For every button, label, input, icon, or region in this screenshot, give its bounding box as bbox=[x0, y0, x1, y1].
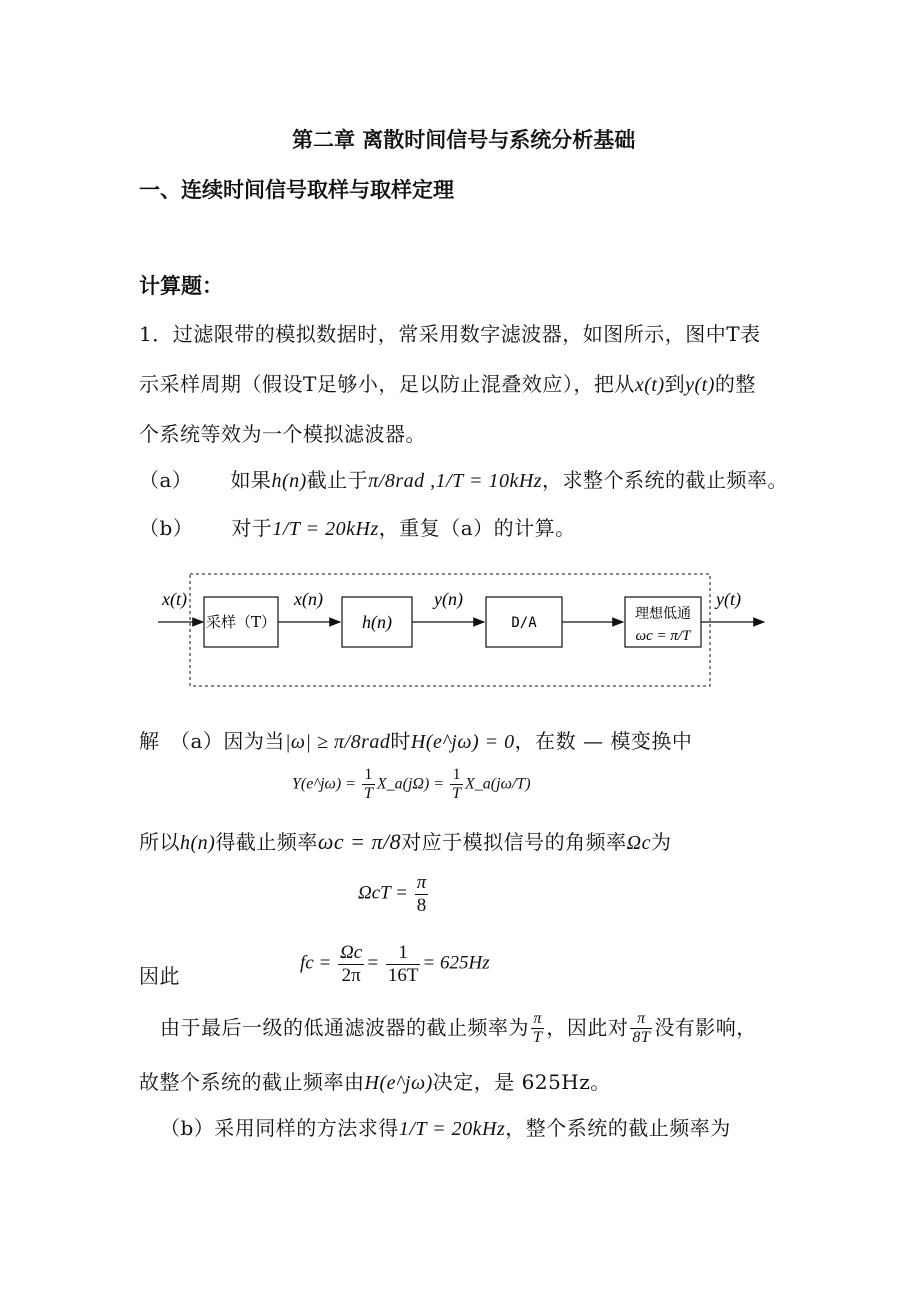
block-diagram bbox=[150, 568, 780, 692]
section-title: 一、连续时间信号取样与取样定理 bbox=[139, 177, 454, 202]
paragraph-1: 由于最后一级的低通滤波器的截止频率为 $\frac{\pi}{T}$ ，因此对 $\frac{\pi}{8T}$ 没有影响， bbox=[160, 1010, 757, 1047]
signal-yn: y(n) bbox=[434, 589, 463, 609]
lowpass-cutoff: ωc = π/T bbox=[635, 628, 691, 644]
lowpass-label: 理想低通 bbox=[635, 606, 691, 622]
paragraph-3: （b）采用同样的方法求得1/T = 20kHz，整个系统的截止频率为 bbox=[160, 1116, 731, 1140]
chapter-title: 第二章 离散时间信号与系统分析基础 bbox=[292, 127, 636, 152]
therefore-label: 因此 bbox=[139, 964, 180, 988]
problem-line-2: 示采样周期（假设T足够小，足以防止混叠效应），把从x(t)到y(t)的整 bbox=[139, 372, 756, 396]
signal-xn: x(n) bbox=[294, 589, 323, 609]
problem-line-1: 1．过滤限带的模拟数据时，常采用数字滤波器，如图所示，图中T表 bbox=[139, 322, 761, 346]
equation-1: Y(e^jω) = $\frac{1}{T}$ X_a(jΩ) = $\frac{1}{T}$ X_a(jω/T) bbox=[292, 766, 531, 803]
paragraph-2: 故整个系统的截止频率由H(e^jω)决定，是 625Hz。 bbox=[139, 1070, 611, 1094]
sampler-label: 采样（T） bbox=[205, 613, 277, 631]
solution-line-2: 所以h(n)得截止频率ωc = π/8对应于模拟信号的角频率Ωc为 bbox=[139, 829, 672, 854]
problem-line-3: 个系统等效为一个模拟滤波器。 bbox=[139, 422, 426, 446]
equation-3: fc = $\frac{\Omega c}{2\pi}$ = $\frac{1}{16T}$ = 625Hz bbox=[300, 942, 490, 986]
output-label: y(t) bbox=[716, 589, 741, 609]
hn-label: h(n) bbox=[362, 612, 392, 632]
part-b: （b） 对于1/T = 20kHz，重复（a）的计算。 bbox=[139, 516, 576, 540]
solution-line-1: 解 （a）因为当|ω| ≥ π/8rad时H(e^jω) = 0，在数 — 模变换中 bbox=[139, 729, 693, 753]
da-label: D/A bbox=[511, 615, 537, 631]
equation-2: ΩcT = $\frac{\pi}{8}$ bbox=[358, 872, 427, 916]
input-label: x(t) bbox=[162, 589, 187, 609]
part-a: （a） 如果h(n)截止于π/8rad ,1/T = 10kHz，求整个系统的截止频率。 bbox=[139, 468, 789, 492]
calc-heading: 计算题： bbox=[139, 273, 223, 298]
